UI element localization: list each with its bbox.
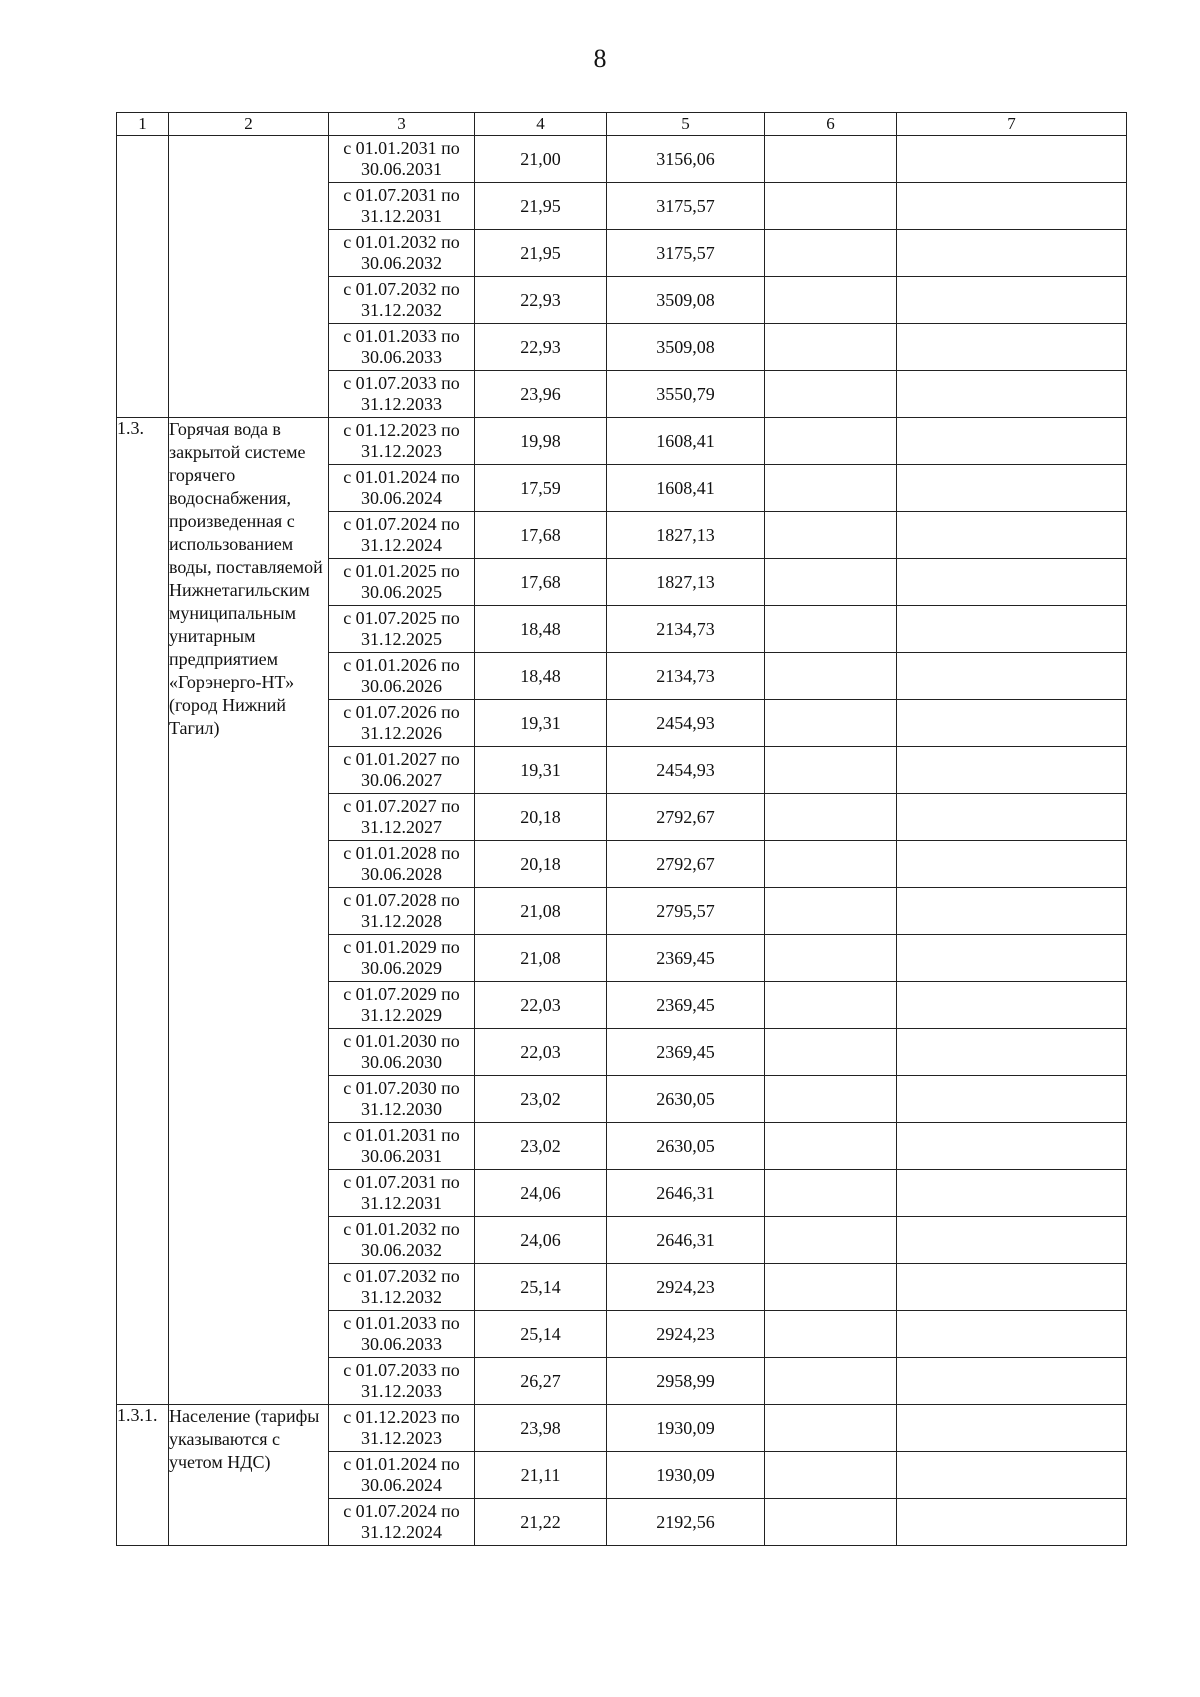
- tariff-col-4: 17,59: [475, 465, 607, 512]
- period-to: 31.12.2033: [361, 394, 442, 414]
- period-to: 30.06.2025: [361, 582, 442, 602]
- tariff-col-4: 21,22: [475, 1499, 607, 1546]
- tariff-col-6: [765, 324, 897, 371]
- period-to: 31.12.2031: [361, 1193, 442, 1213]
- tariff-col-7: [897, 1076, 1127, 1123]
- period-from: с 01.07.2029 по: [343, 984, 460, 1004]
- period-from: с 01.01.2026 по: [343, 655, 460, 675]
- period-to: 31.12.2023: [361, 1428, 442, 1448]
- column-header: 4: [475, 113, 607, 136]
- period-from: с 01.12.2023 по: [343, 420, 460, 440]
- tariff-col-4: 21,08: [475, 888, 607, 935]
- page-number: 8: [593, 44, 607, 73]
- tariff-col-6: [765, 700, 897, 747]
- period-cell: [329, 559, 475, 606]
- period-from: с 01.01.2027 по: [343, 749, 460, 769]
- tariff-col-6: [765, 888, 897, 935]
- tariff-col-7: [897, 653, 1127, 700]
- period-cell: [329, 1358, 475, 1405]
- tariff-col-6: [765, 1499, 897, 1546]
- tariff-col-4: 22,03: [475, 982, 607, 1029]
- tariff-col-4: 23,98: [475, 1405, 607, 1452]
- tariff-col-7: [897, 1170, 1127, 1217]
- tariff-col-5: 3550,79: [607, 371, 765, 418]
- period-from: с 01.01.2033 по: [343, 326, 460, 346]
- period-from: с 01.07.2033 по: [343, 373, 460, 393]
- tariff-col-4: 17,68: [475, 512, 607, 559]
- item-name: Горячая вода в закрытой системе горячего водоснабжения, произведенная с использованием воды, поставляемой Нижнетагильским муниципальным унитарным предприятием «Горэнерго-НТ» (город Нижний Тагил): [169, 418, 329, 1405]
- tariff-col-5: 1930,09: [607, 1452, 765, 1499]
- period-cell: [329, 841, 475, 888]
- period-from: с 01.01.2032 по: [343, 1219, 460, 1239]
- tariff-col-4: 18,48: [475, 653, 607, 700]
- period-from: с 01.07.2025 по: [343, 608, 460, 628]
- tariff-col-5: 2958,99: [607, 1358, 765, 1405]
- tariff-col-6: [765, 277, 897, 324]
- period-from: с 01.07.2028 по: [343, 890, 460, 910]
- table-row: [117, 1405, 1127, 1452]
- tariff-col-4: 22,03: [475, 1029, 607, 1076]
- period-from: с 01.07.2031 по: [343, 1172, 460, 1192]
- tariff-col-5: 3156,06: [607, 136, 765, 183]
- period-to: 31.12.2033: [361, 1381, 442, 1401]
- period-from: с 01.01.2033 по: [343, 1313, 460, 1333]
- tariff-col-6: [765, 606, 897, 653]
- period-to: 30.06.2028: [361, 864, 442, 884]
- period-to: 30.06.2032: [361, 253, 442, 273]
- tariff-col-7: [897, 183, 1127, 230]
- tariff-col-5: 1608,41: [607, 465, 765, 512]
- period-cell: [329, 465, 475, 512]
- tariff-col-5: 3509,08: [607, 324, 765, 371]
- period-from: с 01.01.2029 по: [343, 937, 460, 957]
- period-cell: [329, 136, 475, 183]
- tariff-col-7: [897, 1264, 1127, 1311]
- item-code: 1.3.1.: [117, 1405, 169, 1546]
- period-to: 31.12.2025: [361, 629, 442, 649]
- tariff-col-4: 22,93: [475, 324, 607, 371]
- period-to: 30.06.2032: [361, 1240, 442, 1260]
- tariff-col-4: 22,93: [475, 277, 607, 324]
- tariff-col-7: [897, 888, 1127, 935]
- tariff-col-7: [897, 1217, 1127, 1264]
- tariff-col-6: [765, 1076, 897, 1123]
- tariff-col-6: [765, 1452, 897, 1499]
- period-from: с 01.07.2024 по: [343, 1501, 460, 1521]
- period-from: с 01.01.2028 по: [343, 843, 460, 863]
- period-cell: [329, 1499, 475, 1546]
- period-cell: [329, 1123, 475, 1170]
- period-from: с 01.07.2024 по: [343, 514, 460, 534]
- tariff-col-6: [765, 1311, 897, 1358]
- tariff-col-4: 17,68: [475, 559, 607, 606]
- tariff-col-4: 20,18: [475, 841, 607, 888]
- period-cell: [329, 606, 475, 653]
- period-to: 31.12.2023: [361, 441, 442, 461]
- tariff-col-7: [897, 277, 1127, 324]
- tariff-col-5: 2134,73: [607, 606, 765, 653]
- column-header: 5: [607, 113, 765, 136]
- tariff-col-5: 3175,57: [607, 183, 765, 230]
- tariff-col-7: [897, 465, 1127, 512]
- tariff-col-5: 2192,56: [607, 1499, 765, 1546]
- period-cell: [329, 1076, 475, 1123]
- tariff-col-5: 2646,31: [607, 1217, 765, 1264]
- tariff-col-4: 20,18: [475, 794, 607, 841]
- period-cell: [329, 183, 475, 230]
- tariff-col-7: [897, 1123, 1127, 1170]
- tariff-col-6: [765, 230, 897, 277]
- period-cell: [329, 982, 475, 1029]
- tariff-col-7: [897, 1405, 1127, 1452]
- column-header: 7: [897, 113, 1127, 136]
- tariff-col-6: [765, 371, 897, 418]
- tariff-col-7: [897, 371, 1127, 418]
- period-cell: [329, 1217, 475, 1264]
- period-cell: [329, 371, 475, 418]
- tariff-col-4: 21,08: [475, 935, 607, 982]
- period-cell: [329, 794, 475, 841]
- column-header: 1: [117, 113, 169, 136]
- tariff-col-6: [765, 1217, 897, 1264]
- tariff-col-6: [765, 1405, 897, 1452]
- period-to: 31.12.2032: [361, 300, 442, 320]
- header-row: [117, 113, 1127, 136]
- tariff-col-5: 2795,57: [607, 888, 765, 935]
- tariff-col-4: 23,96: [475, 371, 607, 418]
- tariff-col-4: 26,27: [475, 1358, 607, 1405]
- tariff-col-6: [765, 841, 897, 888]
- period-to: 30.06.2026: [361, 676, 442, 696]
- tariff-col-5: 2646,31: [607, 1170, 765, 1217]
- tariff-col-7: [897, 418, 1127, 465]
- period-to: 31.12.2029: [361, 1005, 442, 1025]
- tariff-col-7: [897, 324, 1127, 371]
- period-from: с 01.07.2026 по: [343, 702, 460, 722]
- period-from: с 01.01.2025 по: [343, 561, 460, 581]
- tariff-col-4: 24,06: [475, 1217, 607, 1264]
- tariff-col-7: [897, 982, 1127, 1029]
- tariff-col-6: [765, 559, 897, 606]
- period-to: 31.12.2032: [361, 1287, 442, 1307]
- tariff-col-6: [765, 512, 897, 559]
- tariff-col-7: [897, 136, 1127, 183]
- period-cell: [329, 418, 475, 465]
- tariff-table: [116, 112, 1127, 1546]
- tariff-col-4: 21,95: [475, 230, 607, 277]
- period-cell: [329, 888, 475, 935]
- tariff-col-7: [897, 1358, 1127, 1405]
- period-from: с 01.07.2027 по: [343, 796, 460, 816]
- tariff-col-4: 19,31: [475, 700, 607, 747]
- period-to: 31.12.2028: [361, 911, 442, 931]
- period-from: с 01.07.2030 по: [343, 1078, 460, 1098]
- period-to: 31.12.2027: [361, 817, 442, 837]
- period-from: с 01.12.2023 по: [343, 1407, 460, 1427]
- column-header: 6: [765, 113, 897, 136]
- tariff-col-6: [765, 465, 897, 512]
- period-to: 30.06.2027: [361, 770, 442, 790]
- period-to: 30.06.2024: [361, 488, 442, 508]
- tariff-col-6: [765, 1170, 897, 1217]
- period-cell: [329, 653, 475, 700]
- tariff-col-7: [897, 935, 1127, 982]
- tariff-col-4: 25,14: [475, 1264, 607, 1311]
- item-name: Население (тарифы указываются с учетом НДС): [169, 1405, 329, 1546]
- tariff-col-6: [765, 794, 897, 841]
- period-from: с 01.07.2031 по: [343, 185, 460, 205]
- period-to: 31.12.2026: [361, 723, 442, 743]
- tariff-col-6: [765, 982, 897, 1029]
- period-cell: [329, 700, 475, 747]
- item-name: [169, 136, 329, 418]
- period-from: с 01.07.2032 по: [343, 1266, 460, 1286]
- period-cell: [329, 747, 475, 794]
- period-to: 31.12.2030: [361, 1099, 442, 1119]
- period-to: 30.06.2033: [361, 1334, 442, 1354]
- period-from: с 01.07.2033 по: [343, 1360, 460, 1380]
- tariff-col-7: [897, 230, 1127, 277]
- tariff-col-5: 2454,93: [607, 747, 765, 794]
- period-from: с 01.01.2032 по: [343, 232, 460, 252]
- tariff-col-4: 21,95: [475, 183, 607, 230]
- period-from: с 01.01.2031 по: [343, 138, 460, 158]
- tariff-col-7: [897, 700, 1127, 747]
- item-code: [117, 136, 169, 418]
- period-from: с 01.01.2024 по: [343, 1454, 460, 1474]
- tariff-col-4: 18,48: [475, 606, 607, 653]
- tariff-col-7: [897, 1499, 1127, 1546]
- period-from: с 01.01.2030 по: [343, 1031, 460, 1051]
- tariff-col-7: [897, 747, 1127, 794]
- tariff-col-6: [765, 1123, 897, 1170]
- period-to: 30.06.2030: [361, 1052, 442, 1072]
- tariff-col-7: [897, 606, 1127, 653]
- tariff-col-5: 1608,41: [607, 418, 765, 465]
- tariff-col-7: [897, 1311, 1127, 1358]
- period-cell: [329, 512, 475, 559]
- tariff-col-6: [765, 136, 897, 183]
- period-from: с 01.07.2032 по: [343, 279, 460, 299]
- tariff-col-4: 21,00: [475, 136, 607, 183]
- tariff-col-5: 2792,67: [607, 794, 765, 841]
- period-cell: [329, 324, 475, 371]
- tariff-col-7: [897, 1029, 1127, 1076]
- tariff-col-4: 23,02: [475, 1123, 607, 1170]
- tariff-col-4: 25,14: [475, 1311, 607, 1358]
- period-to: 31.12.2024: [361, 535, 442, 555]
- period-from: с 01.01.2024 по: [343, 467, 460, 487]
- tariff-col-5: 3509,08: [607, 277, 765, 324]
- table-row: [117, 136, 1127, 183]
- tariff-col-5: 2630,05: [607, 1076, 765, 1123]
- tariff-col-5: 2630,05: [607, 1123, 765, 1170]
- period-to: 30.06.2029: [361, 958, 442, 978]
- tariff-col-4: 19,98: [475, 418, 607, 465]
- tariff-col-5: 2369,45: [607, 1029, 765, 1076]
- tariff-col-7: [897, 794, 1127, 841]
- tariff-col-5: 2134,73: [607, 653, 765, 700]
- tariff-col-6: [765, 418, 897, 465]
- period-cell: [329, 1311, 475, 1358]
- period-to: 30.06.2033: [361, 347, 442, 367]
- tariff-col-5: 1827,13: [607, 512, 765, 559]
- column-header: 3: [329, 113, 475, 136]
- tariff-col-6: [765, 1358, 897, 1405]
- tariff-col-4: 23,02: [475, 1076, 607, 1123]
- tariff-col-6: [765, 1264, 897, 1311]
- tariff-col-5: 2369,45: [607, 935, 765, 982]
- tariff-col-4: 19,31: [475, 747, 607, 794]
- period-to: 31.12.2031: [361, 206, 442, 226]
- table-row: [117, 418, 1127, 465]
- item-code: 1.3.: [117, 418, 169, 1405]
- period-cell: [329, 1452, 475, 1499]
- tariff-col-5: 2454,93: [607, 700, 765, 747]
- period-cell: [329, 230, 475, 277]
- period-to: 30.06.2031: [361, 1146, 442, 1166]
- tariff-col-7: [897, 1452, 1127, 1499]
- period-to: 31.12.2024: [361, 1522, 442, 1542]
- tariff-col-7: [897, 512, 1127, 559]
- tariff-col-5: 1827,13: [607, 559, 765, 606]
- tariff-col-5: 2369,45: [607, 982, 765, 1029]
- period-to: 30.06.2031: [361, 159, 442, 179]
- tariff-col-7: [897, 559, 1127, 606]
- tariff-col-6: [765, 1029, 897, 1076]
- period-cell: [329, 1405, 475, 1452]
- tariff-col-4: 21,11: [475, 1452, 607, 1499]
- tariff-col-5: 2792,67: [607, 841, 765, 888]
- tariff-col-4: 24,06: [475, 1170, 607, 1217]
- tariff-col-5: 2924,23: [607, 1264, 765, 1311]
- period-cell: [329, 935, 475, 982]
- period-to: 30.06.2024: [361, 1475, 442, 1495]
- tariff-col-6: [765, 747, 897, 794]
- period-from: с 01.01.2031 по: [343, 1125, 460, 1145]
- tariff-col-5: 3175,57: [607, 230, 765, 277]
- column-header: 2: [169, 113, 329, 136]
- tariff-col-7: [897, 841, 1127, 888]
- period-cell: [329, 1170, 475, 1217]
- tariff-col-6: [765, 653, 897, 700]
- period-cell: [329, 277, 475, 324]
- period-cell: [329, 1029, 475, 1076]
- period-cell: [329, 1264, 475, 1311]
- tariff-col-6: [765, 935, 897, 982]
- tariff-col-5: 2924,23: [607, 1311, 765, 1358]
- tariff-col-6: [765, 183, 897, 230]
- tariff-col-5: 1930,09: [607, 1405, 765, 1452]
